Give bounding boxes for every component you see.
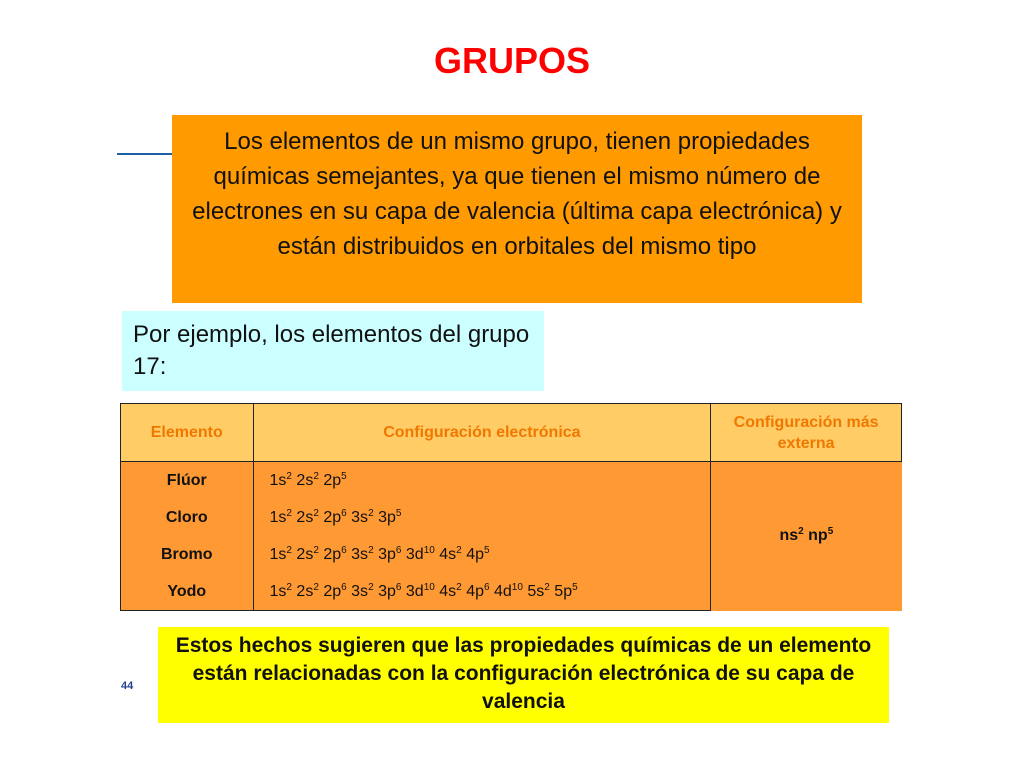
orbital-label: 3s (351, 582, 369, 600)
orbital-term (323, 546, 346, 563)
orbital-label: 2p (323, 582, 342, 600)
electron-count: 2 (313, 470, 319, 482)
electron-configuration (253, 462, 711, 500)
orbital-label: 2p (323, 471, 342, 489)
orbital-label: 3p (378, 508, 396, 526)
orbital-term (323, 472, 346, 489)
group-17-configuration-table (120, 403, 902, 611)
example-text-box: Por ejemplo, los elementos del grupo 17: (122, 311, 544, 391)
orbital-term (378, 509, 401, 526)
orbital-label: 2p (323, 508, 342, 526)
orbital-term (296, 472, 318, 489)
orbital-label: 1s (269, 508, 287, 526)
conclusion-text-box: Estos hechos sugieren que las propiedades químicas de un elemento están relacionadas con la configuración electrónica de su capa de valencia (158, 627, 889, 723)
orbital-label: 2s (296, 471, 314, 489)
orbital-label: 1s (269, 471, 287, 489)
electron-configuration (253, 499, 711, 536)
orbital-term (296, 583, 318, 600)
orbital-label: 4s (439, 545, 457, 563)
element-name: Cloro (121, 499, 254, 536)
orbital-label: 3p (378, 545, 396, 563)
orbital-term (323, 509, 346, 526)
orbital-term (270, 509, 292, 526)
electron-count: 2 (286, 470, 292, 482)
orbital-label: 2s (296, 545, 314, 563)
orbital-label: 3s (351, 545, 369, 563)
orbital-term (378, 583, 401, 600)
orbital-label: 2s (296, 508, 314, 526)
orbital-label: 4p (466, 545, 484, 563)
orbital-term (779, 527, 803, 544)
orbital-term (406, 546, 435, 563)
orbital-label: 5s (527, 582, 545, 600)
orbital-term (351, 509, 373, 526)
orbital-term (466, 583, 489, 600)
electron-count: 2 (313, 581, 319, 593)
orbital-label: 2p (323, 545, 342, 563)
orbital-label: 1s (269, 545, 287, 563)
orbital-term (527, 583, 549, 600)
header-element: Elemento (121, 404, 254, 462)
electron-count: 6 (341, 507, 347, 519)
orbital-term (494, 583, 523, 600)
electron-count: 10 (511, 581, 523, 593)
electron-count: 6 (395, 544, 402, 556)
orbital-term (296, 546, 318, 563)
orbital-term (808, 527, 833, 544)
table-header-row (121, 404, 902, 462)
intro-text-box: Los elementos de un mismo grupo, tienen propiedades químicas semejantes, ya que tienen el mismo número de electrones en su capa de valencia (última capa electrónica) y están distribuidos en orbitales del mismo tipo (172, 115, 862, 303)
orbital-label: 3s (351, 508, 369, 526)
orbital-label: 3d (405, 582, 424, 600)
electron-count: 2 (313, 507, 319, 519)
electron-count: 10 (423, 581, 435, 593)
orbital-term (351, 583, 373, 600)
outer-configuration (711, 462, 902, 611)
element-name: Flúor (121, 462, 254, 500)
electron-configuration (253, 573, 711, 611)
electron-count: 2 (286, 544, 292, 556)
orbital-label: 2s (296, 582, 314, 600)
header-outer-configuration: Configuración más externa (711, 404, 902, 462)
orbital-term (406, 583, 435, 600)
header-configuration: Configuración electrónica (253, 404, 711, 462)
electron-count: 2 (286, 581, 292, 593)
electron-count: 2 (286, 507, 292, 519)
orbital-term (270, 472, 292, 489)
electron-count: 6 (341, 581, 347, 593)
slide-title: GRUPOS (433, 40, 591, 81)
electron-count: 5 (483, 544, 490, 556)
electron-count: 5 (572, 581, 578, 593)
title-underline-rule (117, 153, 173, 155)
orbital-term (439, 583, 461, 600)
electron-configuration (253, 536, 711, 573)
electron-count: 6 (341, 544, 347, 556)
orbital-label: 4p (466, 582, 484, 600)
orbital-label: 4d (494, 582, 512, 600)
orbital-term (323, 583, 346, 600)
element-name: Bromo (121, 536, 254, 573)
orbital-term (466, 546, 489, 563)
orbital-label: ns (779, 527, 799, 545)
electron-count: 5 (341, 470, 347, 482)
orbital-term (554, 583, 577, 600)
electron-count: 10 (423, 544, 435, 556)
electron-count: 2 (368, 507, 374, 519)
electron-count: 5 (827, 526, 834, 538)
orbital-label: 4s (439, 582, 457, 600)
electron-count: 2 (456, 544, 462, 556)
electron-count: 2 (368, 581, 374, 593)
page-number: 44 (121, 680, 134, 692)
orbital-label: 5p (554, 582, 573, 600)
electron-count: 6 (395, 581, 402, 593)
orbital-term (270, 546, 292, 563)
orbital-label: np (808, 527, 828, 545)
orbital-term (439, 546, 461, 563)
orbital-term (378, 546, 401, 563)
electron-count: 2 (544, 581, 550, 593)
electron-count: 2 (456, 581, 462, 593)
orbital-term (351, 546, 373, 563)
orbital-label: 1s (269, 582, 287, 600)
orbital-term (296, 509, 318, 526)
element-name: Yodo (121, 573, 254, 611)
electron-count: 2 (798, 526, 804, 538)
orbital-term (270, 583, 292, 600)
electron-count: 2 (313, 544, 319, 556)
table-row (121, 462, 902, 500)
orbital-label: 3p (378, 582, 396, 600)
orbital-label: 3d (405, 545, 424, 563)
electron-count: 6 (483, 581, 490, 593)
electron-count: 2 (368, 544, 374, 556)
electron-count: 5 (395, 507, 402, 519)
